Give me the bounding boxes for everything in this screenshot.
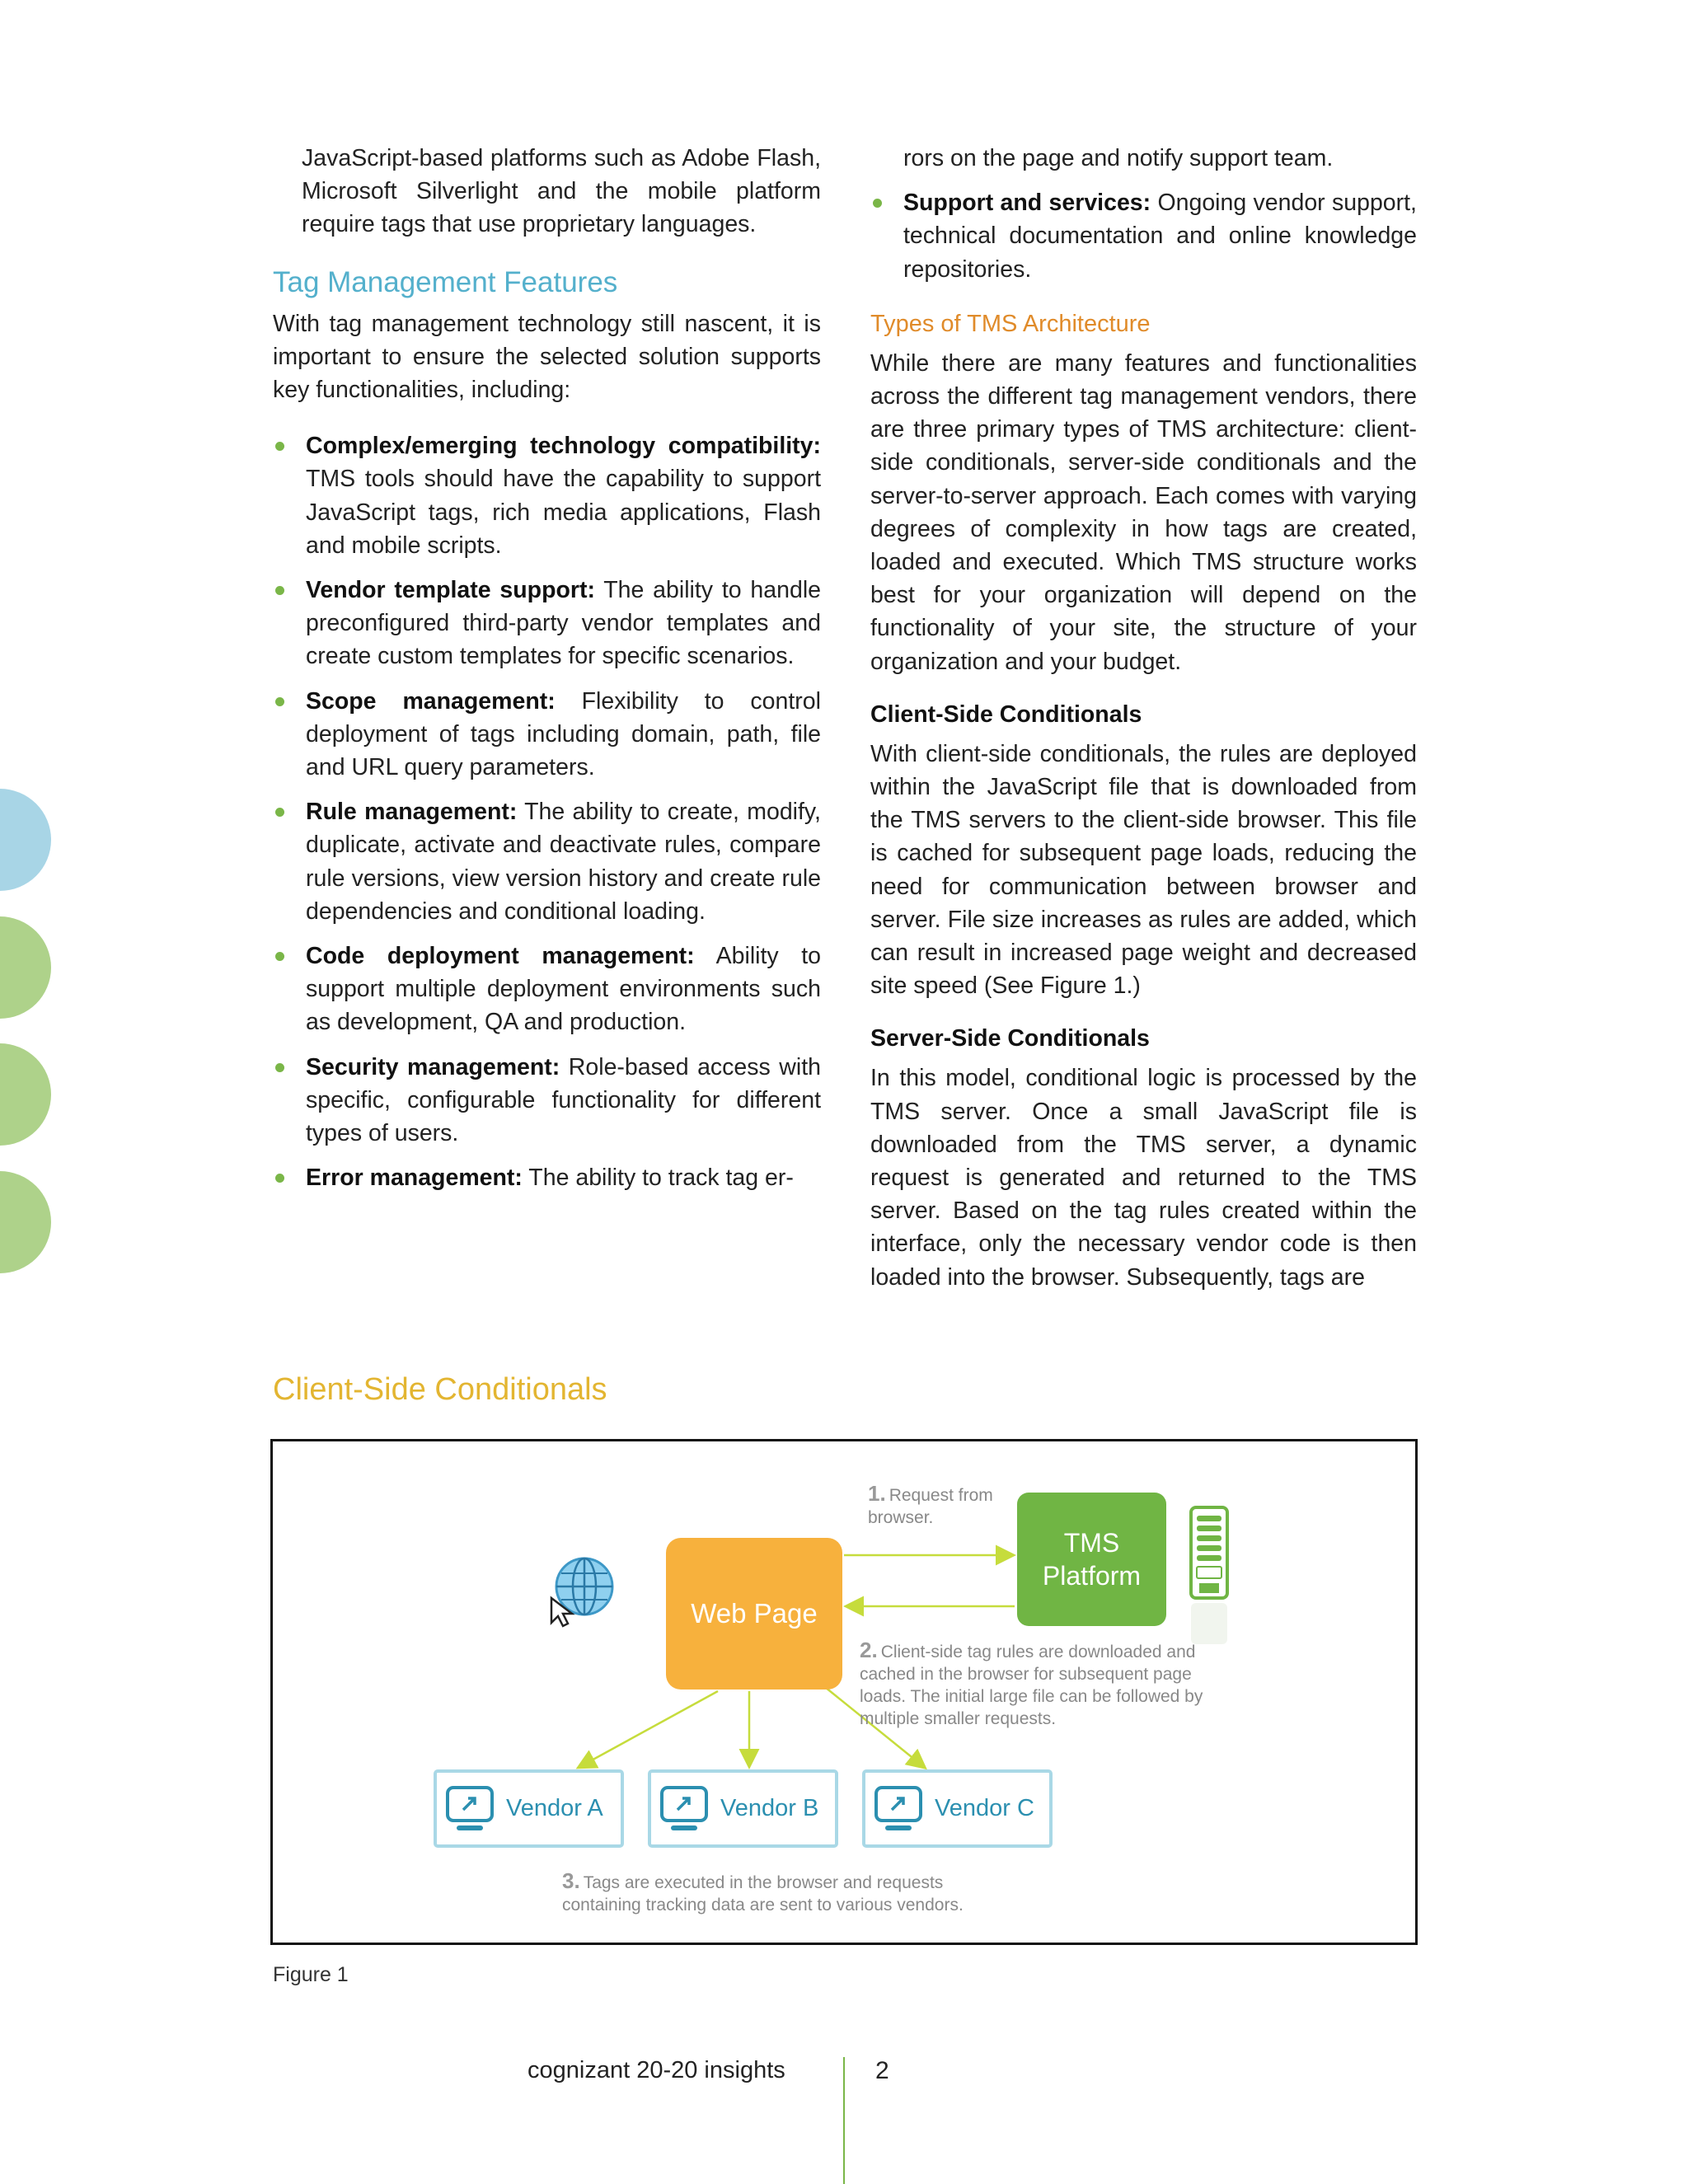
step3-number: 3.	[562, 1868, 580, 1893]
figure-caption: Figure 1	[273, 1963, 349, 1986]
bullet-title: Support and services:	[903, 190, 1151, 217]
figure-diagram	[270, 1439, 1418, 1945]
bullet-icon	[275, 586, 284, 595]
bullet-title: Scope management:	[306, 687, 556, 715]
server-side-heading: Server-Side Conditionals	[870, 1025, 1150, 1052]
bullet-text: Ongoing vendor support, technical documentation and online knowledge repositories.	[903, 190, 1417, 283]
list-item	[273, 1051, 821, 1151]
bullet-title: Rule management:	[306, 799, 518, 826]
bullet-text: Flexibility to control deployment of tags including domain, path, file and URL query parameters.	[306, 687, 821, 781]
continuation-text: rors on the page and notify support team.	[903, 145, 1334, 171]
vendor-b-label: Vendor B	[720, 1795, 819, 1821]
monitor-icon	[874, 1785, 923, 1833]
bullet-icon	[873, 199, 882, 208]
side-tab-blue	[0, 789, 51, 891]
monitor-icon	[659, 1785, 709, 1833]
page-number: 2	[875, 2057, 889, 2084]
tms-platform-label: TMS Platform	[1042, 1528, 1142, 1591]
step3-note	[562, 1870, 1024, 1916]
bullet-title: Error management:	[306, 1165, 523, 1192]
step1-number: 1.	[868, 1481, 886, 1506]
client-side-heading: Client-Side Conditionals	[870, 701, 1142, 728]
bullet-icon	[275, 1174, 284, 1183]
list-item	[273, 574, 821, 673]
vendor-a-box	[434, 1769, 624, 1848]
globe-icon	[550, 1555, 624, 1629]
list-item	[870, 186, 1417, 286]
list-item	[273, 1161, 821, 1194]
vendor-c-box	[862, 1769, 1053, 1848]
bullet-title: Vendor template support:	[306, 577, 595, 604]
architecture-paragraph: While there are many features and functionalities across the different tag management vendors, there are three primary types of TMS architecture: client-side conditionals, server-side conditionals and the server-to-server approach. Each comes with varying degrees of complexity in how tags are created, loaded and executed. Which TMS structure works best for your organization will depend on the functionality of your site, the structure of your organization and your budget.	[870, 349, 1417, 675]
architecture-heading: Types of TMS Architecture	[870, 310, 1151, 337]
features-list	[273, 429, 821, 1194]
side-tab-green-2	[0, 1043, 51, 1146]
intro-paragraph: JavaScript-based platforms such as Adobe Flash, Microsoft Silverlight and the mobile platform require tags that use proprietary languages.	[302, 145, 821, 238]
monitor-icon	[445, 1785, 495, 1833]
bullet-icon	[275, 697, 284, 706]
list-item	[273, 795, 821, 928]
client-side-paragraph: With client-side conditionals, the rules are deployed within the JavaScript file that is downloaded from the TMS servers to the client-side browser. This file is cached for subsequent page loads, reducing the need for communication between browser and server. File size increases as rules are added, which can result in increased page weight and decreased site speed (See Figure 1.)	[870, 740, 1417, 1000]
features-intro: With tag management technology still nascent, it is important to ensure the selected solution supports key functionalities, including:	[273, 310, 821, 404]
vendor-c-label: Vendor C	[935, 1795, 1034, 1821]
figure-title: Client-Side Conditionals	[273, 1372, 607, 1407]
side-tab-green-3	[0, 1171, 51, 1273]
server-side-paragraph: In this model, conditional logic is processed by the TMS server. Once a small JavaScript file is downloaded from the TMS server, a dynamic request is generated and returned to the TMS server. Based on the tag rules created within the interface, only the necessary vendor code is then loaded into the browser. Subsequently, tags are	[870, 1065, 1417, 1291]
step2-number: 2.	[860, 1638, 878, 1662]
bullet-text: Role-based access with specific, configurable functionality for different types of users.	[306, 1053, 821, 1147]
bullet-icon	[275, 808, 284, 817]
bullet-text: The ability to handle preconfigured third-party vendor templates and create custom templates for specific scenarios.	[306, 577, 822, 670]
bullet-title: Security management:	[306, 1053, 560, 1080]
step3-text: Tags are executed in the browser and requests containing tracking data are sent to various vendors.	[562, 1873, 964, 1915]
step1-note	[868, 1483, 1049, 1529]
list-item	[273, 429, 821, 562]
footer-divider	[843, 2057, 845, 2184]
vendor-b-box	[648, 1769, 838, 1848]
side-tab-green-1	[0, 916, 51, 1019]
bullet-text: The ability to create, modify, duplicate, activate and deactivate rules, compare rule versions, view version history and create rule dependencies and conditional loading.	[306, 799, 821, 925]
web-page-box	[666, 1538, 842, 1690]
footer-brand: cognizant 20-20 insights	[528, 2057, 785, 2083]
left-column	[273, 142, 821, 1206]
right-column	[870, 142, 1417, 1294]
arrow-vendor-a	[579, 1691, 718, 1767]
vendor-a-label: Vendor A	[506, 1795, 603, 1821]
bullet-title: Complex/emerging technology compatibility:	[306, 433, 821, 460]
diagram-connectors	[273, 1441, 1415, 1943]
step1-text: Request from browser.	[868, 1486, 993, 1527]
support-list	[870, 186, 1417, 286]
web-page-label: Web Page	[691, 1598, 818, 1629]
bullet-title: Code deployment management:	[306, 943, 695, 970]
bullet-text: The ability to track tag er-	[522, 1165, 794, 1192]
bullet-text: TMS tools should have the capability to support JavaScript tags, rich media applications, Flash and mobile scripts.	[306, 466, 821, 559]
step2-note	[860, 1639, 1239, 1730]
bullet-text: Ability to support multiple deployment environments such as development, QA and production.	[306, 943, 821, 1036]
bullet-icon	[275, 442, 284, 451]
bullet-icon	[275, 952, 284, 961]
list-item	[273, 685, 821, 785]
server-icon	[1189, 1506, 1231, 1646]
bullet-icon	[275, 1063, 284, 1072]
step2-text: Client-side tag rules are downloaded and cached in the browser for subsequent page loads. The initial large file can be followed by multiple smaller requests.	[860, 1643, 1203, 1728]
list-item	[273, 940, 821, 1039]
features-heading: Tag Management Features	[273, 265, 618, 298]
